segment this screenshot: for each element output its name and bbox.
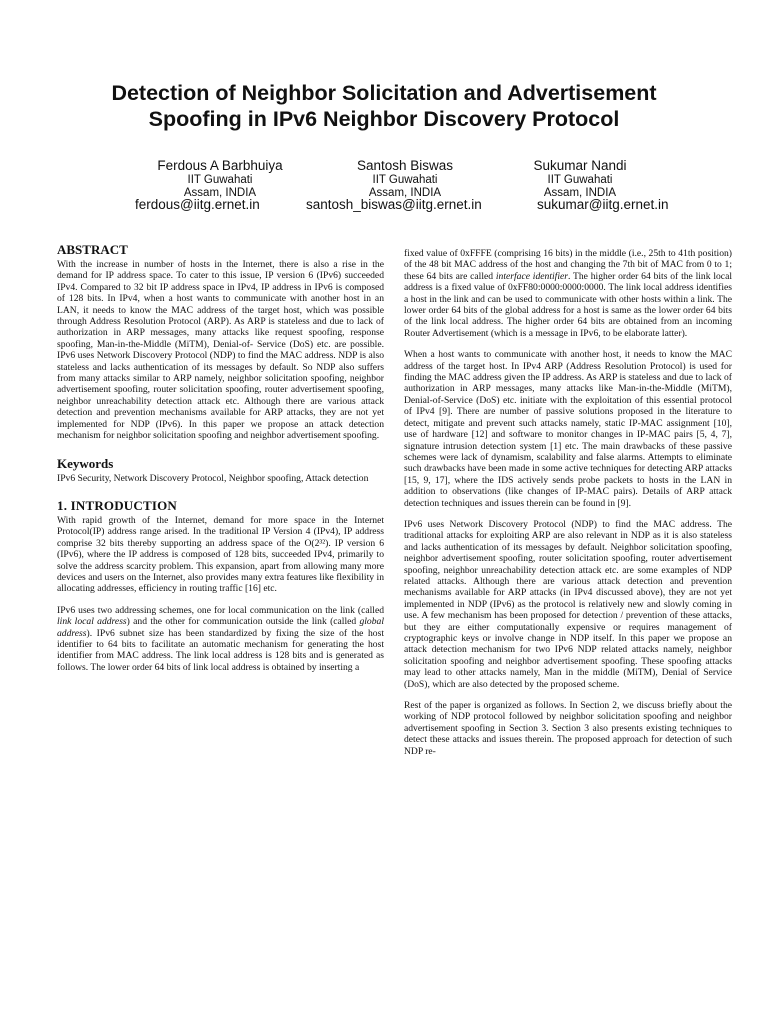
right-column [404,248,732,767]
author-name: Santosh Biswas [356,158,454,173]
text-run: . The higher order 64 bits of the link local address is a fixed value of 0xFF80:0000:0000:0000. The link local address identifies a host in the link and can be used to communicate with other hosts within a link. The lower order 64 bits of the global address for a host is same as the lower order 64 bits of the link local address. The higher order 64 bits are obtained from an incoming Router Advertisement (which is a message in IPv6, to be elaborate latter). [404,270,732,339]
title-line-2: Spoofing in IPv6 Neighbor Discovery Protocol [148,107,620,131]
author-name: Sukumar Nandi [533,158,627,173]
keywords-heading: Keywords [57,455,114,471]
author-email-2[interactable]: santosh_biswas@iitg.ernet.in [306,197,482,212]
title-line-1: Detection of Neighbor Solicitation and Advertisement [111,81,657,105]
left-column [57,242,384,683]
emphasis-run: link local address [57,616,127,628]
author-institute: IIT Guwahati [372,174,438,186]
intro-paragraph-2 [57,605,384,673]
introduction-heading: 1. INTRODUCTION [57,497,178,513]
author-name: Ferdous A Barbhuiya [157,158,283,173]
right-paragraph-2: When a host wants to communicate with another host, it needs to know the MAC address of the target host. In IPv4 ARP (Address Resolution Protocol) is used for finding the MAC address given the IP address. As ARP is stateless and due to lack of authorization in ARP messages, many attacks like Man-in-the-Middle (MiTM), Denial-of-Service (DoS) etc. initiate with the exploitation of this essential protocol of IPv4 [9]. There are number of passive solutions proposed in the literature to detect, mitigate and prevent such attacks namely, static IP-MAC assignment [10], use of hardware [12] and software to monitor changes in IP-MAC pairs [5, 4, 7], signature intrusion detection system [1] etc. The main drawbacks of these passive schemes were lack of dynamism, scalability and false alarms. Attempts to eliminate such drawbacks have been made in some active techniques for detecting ARP attacks [15, 9, 17], where the IDS actively sends probe packets to hosts in the LAN in addition to observations (like changes of IP-MAC pairs). Details of ARP attack detection techniques and issues therein can be found in [9]. [404,349,732,509]
emphasis-run: interface identifier [495,270,568,282]
author-email-1[interactable]: ferdous@iitg.ernet.in [135,197,260,212]
author-location: Assam, INDIA [368,187,442,199]
keywords-text: IPv6 Security, Network Discovery Protocol, Neighbor spoofing, Attack detection [57,472,369,484]
emphasis-run: global address [57,616,384,639]
paper-title [40,80,728,132]
right-paragraph-3: IPv6 uses Network Discovery Protocol (NDP) to find the MAC address. The traditional attacks for exploiting ARP are also relevant in NDP as it is also stateless and lacks authentication of its messages by default. Neighbor solicitation spoofing, neighbor advertisement spoofing, router solicitation spoofing, router advertisement spoofing, neighbor unreachability detection attack etc. are some examples of NDP related attacks. Although there are various attack detection and prevention mechanisms available for ARP attacks (in IPv4 discussed above), they are not yet implemented in NDP (IPv6) as the protocol is relatively new and slowly coming in use. A few mechanism has been proposed for detection / prevention of these attacks, but they are either computationally expensive or requires management of cryptographic keys or involve change in NDP itself. In this paper we propose an attack detection mechanism for two IPv6 NDP related attacks namely, neighbor solicitation spoofing and neighbor advertisement spoofing. These spoofing attacks may lead to other attacks namely, Man in the middle (MiTM), Denial of Service (DoS), which are also detected by the proposed scheme. [404,518,732,690]
text-run: IPv6 uses two addressing schemes, one for local communication on the link (called [57,604,384,616]
author-institute: IIT Guwahati [547,174,613,186]
author-block-3 [480,158,680,200]
author-institute: IIT Guwahati [187,174,253,186]
text-run: ). IPv6 subnet size has been standardized by fixing the size of the host identifier to 64 bits to facilitate an automatic mechanism for generating the host identifier from MAC address. The link local address is 128 bits and is generated as follows. The lower order 64 bits of link local address is obtained by inserting a [57,627,384,673]
author-location: Assam, INDIA [183,187,257,199]
abstract-heading: ABSTRACT [57,242,128,257]
intro-paragraph-1: With rapid growth of the Internet, demand for more space in the Internet Protocol(IP) address range arised. In the traditional IP Version 4 (IPv4), IP address comprise 32 bits thereby supporting an address space of the O(2³²). IP version 6 (IPv6), where the IP address is composed of 128 bits, succeeded IPv4, primarily to solve the address scarcity problem. This expansion, apart from allowing many more devices and users on the Internet, also provides many extra features like flexibility in allocating addresses, efficiency in routing traffic [16] etc. [57,514,384,595]
text-run: fixed value of 0xFFFE (comprising 16 bits) in the middle (i.e., 25th to 41th position) of the 48 bit MAC address of the host and changing the 7th bit of MAC from 0 to 1; these 64 bits are called [404,248,732,282]
abstract-text: With the increase in number of hosts in the Internet, there is also a rise in the demand for IP address space. To cater to this issue, IP version 6 (IPv6) succeeded IPv4. Compared to 32 bit IP address space in IPv4, IP address in IPv6 is composed of 128 bits. In IPv4, when a host wants to communicate with another host in an LAN, it needs to know the MAC address of the target host, which was possible through Address Resolution Protocol (ARP). As ARP is stateless and due to lack of authorization in ARP messages, many attacks like request spoofing, response spoofing, Man-in-the-Middle (MiTM), Denial-of- Service (DoS) etc. are possible. IPv6 uses Network Discovery Protocol (NDP) to find the MAC address. NDP is also stateless and lacks authentication of its messages by default. So NDP also suffers from many attacks similar to ARP namely, neighbor solicitation spoofing, neighbor advertisement spoofing, router solicitation spoofing, router advertisement spoofing, neighbor unreachability detection attack etc. Although there are various attack detection and prevention mechanisms available for ARP attacks, they are not yet implemented for NDP (IPv6). In this paper we propose an attack detection mechanism for neighbor solicitation spoofing and neighbor advertisement spoofing. [57,259,384,442]
right-paragraph-4: Rest of the paper is organized as follows. In Section 2, we discuss briefly about the working of NDP protocol followed by neighbor solicitation spoofing and neighbor advertisement spoofing in Section 3. Section 3 also presents existing techniques to detect these attacks and issues therein. The proposed approach for detection of such NDP re- [404,700,732,757]
right-paragraph-1 [404,248,732,339]
author-location: Assam, INDIA [543,187,617,199]
author-email-3[interactable]: sukumar@iitg.ernet.in [537,197,669,212]
text-run: ) and the other for communication outside the link (called [126,616,360,628]
